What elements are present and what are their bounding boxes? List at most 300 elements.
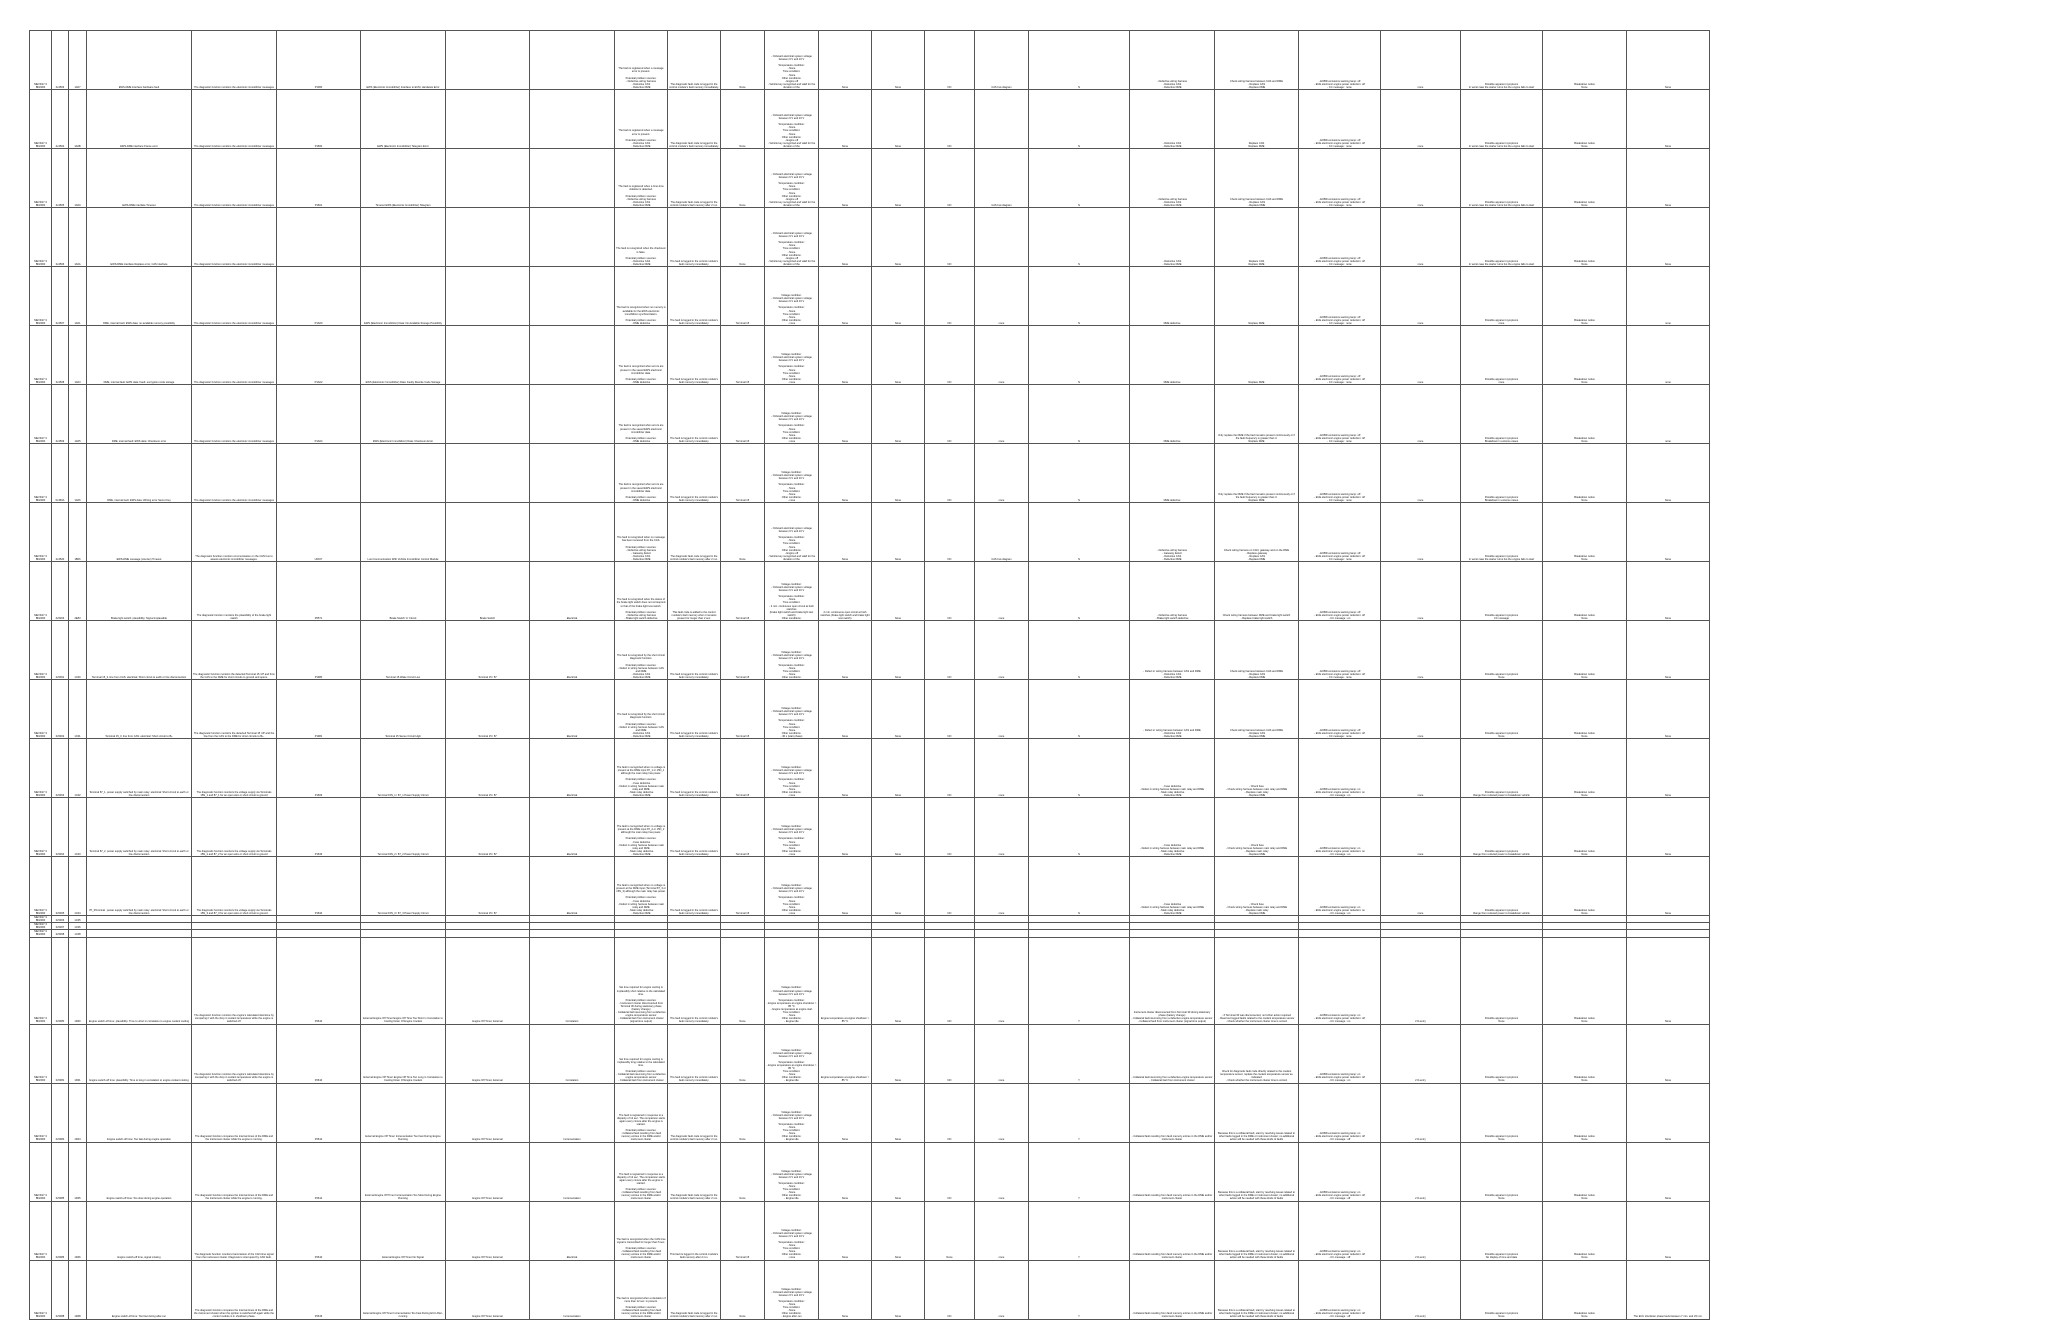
table-cell: N — [1029, 621, 1130, 680]
table-cell: P2610 — [277, 1024, 361, 1083]
table-cell: None — [721, 31, 765, 90]
table-cell: The diagnostic fault code is logged in the control module's fault memory immediately. — [668, 90, 721, 149]
table-cell: Breakdown notice None — [1543, 326, 1627, 385]
table-cell: None — [1627, 90, 1710, 149]
table-cell — [1543, 916, 1627, 923]
table-cell: The diagnostic function monitors the electronic immobilizer messages — [192, 385, 277, 444]
table-cell: MEVD17.3 BN2000 — [30, 1260, 52, 1319]
table-cell: 1C00 — [69, 621, 87, 680]
table-cell — [1461, 930, 1543, 937]
table-cell: None — [721, 503, 765, 562]
table-cell — [530, 31, 615, 90]
table-cell: - Fuse defective - Defect in wiring harness between main relay and DME - Main relay defective - Defective DME — [1130, 798, 1215, 857]
table-cell: Terminal 15 — [721, 326, 765, 385]
table-cell: Possible apparent symptoms In worst case the starter turns but the engine fails to start — [1461, 31, 1543, 90]
table-cell: 0x4520 — [52, 503, 69, 562]
table-cell: Voltage condition: - Onboard electrical system voltage between 9 V and 16 V Temperature condition: - None Time condition: - None Other conditions: - none — [765, 444, 819, 503]
table-cell: None — [721, 90, 765, 149]
table-cell: None — [819, 149, 872, 208]
table-cell: - Onboard electrical system voltage between 9 V and 16 V Temperature condition: - None Time condition: - None Other conditions: - Engine off - Vehicle key recognized and valid for the duration of the — [765, 503, 819, 562]
table-cell: Voltage condition: - Onboard electrical system voltage between 9 V and 16 V Temperature condition: - None Time condition: - None Other conditions: - Engine idle — [765, 1142, 819, 1201]
table-cell: MEVD17.3 BN2000 — [30, 267, 52, 326]
table-cell: None — [872, 621, 925, 680]
table-cell: None — [819, 385, 872, 444]
table-cell: None — [1627, 503, 1710, 562]
table-cell: None — [872, 208, 925, 267]
table-cell: P1981 — [277, 680, 361, 739]
table-row — [30, 1024, 1710, 1083]
table-cell: Because this is a collateral fault, start by resolving issues related to other faults logged in the DME or instrument cluster; no additional action will be needed with these kinds of faults — [1215, 1083, 1299, 1142]
table-cell: 0x5304 — [52, 798, 69, 857]
table-cell: 87_3Terminal : power supply switched by main relay: electrical: Short circuit to earth or line disconnection — [87, 857, 192, 916]
table-cell: MEVD17.3 BN2000 — [30, 916, 52, 923]
table-cell: Voltage condition: - Onboard electrical system voltage between 9 V and 16 V Temperature condition: - None Time condition: - None Other conditions: - none — [765, 1201, 819, 1260]
table-cell: NO — [925, 1024, 975, 1083]
table-cell: P2610 — [277, 937, 361, 1024]
table-cell: Electrical — [530, 562, 615, 621]
table-cell: None — [819, 1260, 872, 1319]
table-cell: Terminal 15 — [721, 444, 765, 503]
table-cell — [530, 385, 615, 444]
table-cell: 1A03 — [69, 326, 87, 385]
table-cell: 0x5380 — [52, 937, 69, 1024]
table-cell: N — [1029, 503, 1130, 562]
table-cell — [721, 916, 765, 923]
table-cell: - EOBD emissions warning lamp: off - ECE electronic engine power reduction: off - CC message : none — [1299, 680, 1381, 739]
table-cell: Engine Off Timer, External — [446, 1260, 530, 1319]
table-cell — [872, 930, 925, 937]
table-cell: The diagnostic function compares the internal times of the DME and the instrument cluster when the ignition is switched off again while the control module is in shutdown phase. — [192, 1260, 277, 1319]
table-cell: None — [1627, 562, 1710, 621]
table-cell: Terminal 15N_2 / 87_2 Power Supply Circuit — [361, 798, 446, 857]
table-cell — [1461, 916, 1543, 923]
table-cell: NO — [925, 326, 975, 385]
table-cell: Breakdown notice None — [1543, 1260, 1627, 1319]
table-cell: External Engine Off Timer Incrementation Too Fast During Engine Running — [361, 1083, 446, 1142]
table-cell: Electrical — [530, 680, 615, 739]
table-cell: 2 D-entry — [1381, 1083, 1461, 1142]
table-cell: The fault is recognized when the CAN time signal is transmitted for longer than 5 sec. Potential problem sources: - Collateral fault resulting from fault memory entries in the DME and/or instrument cluster — [615, 1201, 668, 1260]
table-cell: NO — [925, 562, 975, 621]
table-cell: NO — [925, 267, 975, 326]
table-row — [30, 937, 1710, 1024]
table-cell: N — [1029, 798, 1130, 857]
table-cell: The fault is recognized when a deviation of more than 12 sec. is present. Potential problem sources: - Collateral fault resulting from fault memory entries in the DME and/or instrument cluster — [615, 1260, 668, 1319]
table-cell: The diagnostic function monitors the electronic immobilizer messages — [192, 267, 277, 326]
table-cell: Engine temperature at engine shutdown > 85 °C — [819, 1024, 872, 1083]
table-cell: Possible apparent symptoms None — [1461, 680, 1543, 739]
spreadsheet — [29, 30, 1703, 1320]
table-cell: - EOBD emissions warning lamp: on - ECE electronic engine power reduction: on - CC message : on — [1299, 857, 1381, 916]
table-cell: Possible apparent symptoms None — [1461, 937, 1543, 1024]
table-cell: Terminal 15 / 87 — [446, 680, 530, 739]
table-row — [30, 208, 1710, 267]
table-cell: - Collateral fault stemming from a defective engine temperature sensor - Collateral fault from instrument cluster — [1130, 1024, 1215, 1083]
table-row — [30, 923, 1710, 930]
table-row — [30, 503, 1710, 562]
table-cell: none — [975, 562, 1029, 621]
table-cell — [446, 503, 530, 562]
table-cell: Electrical — [530, 621, 615, 680]
table-cell: - Defective CAS - Defective DME — [1130, 90, 1215, 149]
table-cell: none — [975, 937, 1029, 1024]
table-cell — [446, 149, 530, 208]
table-cell: None — [819, 621, 872, 680]
table-cell: EWS (Electronic Immobilizer) Data: Checksum Error — [361, 385, 446, 444]
table-cell: none — [975, 1201, 1029, 1260]
table-cell: Breakdown notice None — [1543, 621, 1627, 680]
table-cell: EWS-DME interface Timeout — [87, 149, 192, 208]
table-cell: 0x5388 — [52, 1260, 69, 1319]
table-cell: Terminal 15 — [721, 385, 765, 444]
table-cell: None — [819, 267, 872, 326]
table-row — [30, 149, 1710, 208]
table-cell: 1D08 — [69, 1260, 87, 1319]
table-cell: EWS (Electronic Immobilizer) Data: Faulty Rewrite Code Storage — [361, 326, 446, 385]
table-cell: none — [1381, 444, 1461, 503]
table-cell: Y — [1029, 1024, 1130, 1083]
table-cell: The diagnostic function monitors the plausibility of the brake light switch — [192, 562, 277, 621]
table-cell: The diagnostic function monitors the engine's calculated downtime by comparing it with the drop in coolant temperature while the engine is switched off. — [192, 1024, 277, 1083]
table-cell: DME defective — [1130, 385, 1215, 444]
table-cell: None — [1627, 739, 1710, 798]
table-cell — [1029, 923, 1130, 930]
table-cell: None — [1627, 31, 1710, 90]
table-cell: - Fuse defective - Defect in wiring harness between main relay and DME - Main relay defective - Defective DME — [1130, 739, 1215, 798]
table-cell: None — [819, 857, 872, 916]
table-cell: N — [1029, 739, 1130, 798]
table-cell: Possible apparent symptoms Range from reduced power to breakdown vehicle — [1461, 739, 1543, 798]
table-cell: 2 D-entry — [1381, 937, 1461, 1024]
table-cell: The fault is logged in the control module's fault memory immediately. — [668, 680, 721, 739]
table-cell: Voltage condition: - Onboard electrical system voltage between 9 V and 16 V Temperature condition: - None Time condition: - None Other conditions: - none — [765, 326, 819, 385]
table-cell — [1130, 916, 1215, 923]
table-cell: The fault is recognized when the checksum is false. Potential problem sources: - Defective CAS - Defective DME — [615, 208, 668, 267]
table-cell: None — [819, 798, 872, 857]
table-cell — [1627, 923, 1710, 930]
table-cell: 1C05 — [69, 916, 87, 923]
table-cell: - Defective CAS - Defective DME — [1130, 208, 1215, 267]
table-cell: The diagnostic function monitors the voltage supply via Terminals 15N_2 and 87_2 for an open wire or short circuit to ground — [192, 798, 277, 857]
table-cell — [530, 444, 615, 503]
table-cell: 0x5308 — [52, 930, 69, 937]
table-cell: The fault is logged in the control module's fault memory immediately. — [668, 798, 721, 857]
table-cell — [975, 90, 1029, 149]
table-cell: Terminal 15_3, line from CAS: electrical: Short circuit to earth or line disconnection — [87, 621, 192, 680]
table-cell: none — [975, 1024, 1029, 1083]
table-cell: 1C08 — [69, 930, 87, 937]
table-cell: The fault is registered in response to a disparity of 12 sec. The comparison starts again every minute after the engine is started. Potential problem sources: - Collateral fault resulting from fault memory entries in the DME and/or instrument cluster — [615, 1142, 668, 1201]
table-cell: - Onboard electrical system voltage between 9 V and 16 V Temperature condition: - None Time condition: - None Other conditions: - Engine off - Vehicle key recognized and valid for the duration of the — [765, 149, 819, 208]
table-cell: Only replace the DME if the fault remains present continuously or if the fault frequency is greater than 3. Replace DME — [1215, 444, 1299, 503]
table-cell: Check wiring harness between CAS and DME - Replace CAS - Replace DME — [1215, 680, 1299, 739]
table-cell: None — [872, 1083, 925, 1142]
table-cell — [925, 923, 975, 930]
table-cell: Replace DME — [1215, 326, 1299, 385]
table-cell: 1A0B — [69, 90, 87, 149]
table-cell — [530, 90, 615, 149]
table-cell: NO — [925, 1260, 975, 1319]
table-cell: Electrical — [530, 739, 615, 798]
table-cell: 0x5385 — [52, 1142, 69, 1201]
table-cell: MEVD17.3 BN2000 — [30, 680, 52, 739]
table-cell: The fault is recognized when no voltage is present at the DME input 87_2 or 15N_2 although the main relay has power. Potential problem sources: - Fuse defective - Defect in wiring harness between main relay and DME - Main relay defective - Defective DME — [615, 798, 668, 857]
table-cell — [1215, 930, 1299, 937]
table-cell: Engine switch-off time: Too fast during after-run — [87, 1260, 192, 1319]
table-cell: Breakdown notice None — [1543, 90, 1627, 149]
fault-code-table — [29, 30, 1710, 1320]
table-cell — [87, 923, 192, 930]
table-cell — [819, 930, 872, 937]
table-cell: 2 D-entry — [1381, 1024, 1461, 1083]
table-row — [30, 31, 1710, 90]
table-cell: MEVD17.3 BN2000 — [30, 385, 52, 444]
table-cell: The fault is logged in the control module's fault memory immediately. — [668, 937, 721, 1024]
table-cell: - EOBD emissions warning lamp: on - ECE electronic engine power reduction: off - CC message : off — [1299, 1201, 1381, 1260]
table-cell: P1634 — [277, 857, 361, 916]
table-cell: DME, internal fault: EWS data: no available memory possibility — [87, 267, 192, 326]
table-cell: Engine temperature at engine shutdown > 85 °C — [819, 937, 872, 1024]
table-cell: MEVD17.3 BN2000 — [30, 90, 52, 149]
table-row — [30, 621, 1710, 680]
table-cell: none — [1381, 562, 1461, 621]
table-cell — [1299, 923, 1381, 930]
table-cell — [1130, 930, 1215, 937]
table-cell — [615, 923, 668, 930]
table-cell: P2614 — [277, 1142, 361, 1201]
table-cell: none — [1381, 621, 1461, 680]
table-cell: MEVD17.3 BN2000 — [30, 149, 52, 208]
table-cell: MEVD17.3 BN2000 — [30, 326, 52, 385]
table-cell: MEVD17.3 BN2000 — [30, 562, 52, 621]
table-cell: NO — [925, 385, 975, 444]
table-cell: Terminal 15 — [721, 798, 765, 857]
table-cell: Electrical — [530, 1201, 615, 1260]
table-cell: Breakdown notice None — [1543, 937, 1627, 1024]
table-cell — [668, 930, 721, 937]
table-cell — [1299, 930, 1381, 937]
table-cell: N — [1029, 562, 1130, 621]
table-cell: - If Terminal 30 was disconnected, no further action required - Read out logged faults related to the coolant temperature sensor - Check whether the instrument cluster time is correct — [1215, 937, 1299, 1024]
table-cell: Terminal 87_2, power supply switched by main relay: electrical: Short circuit to earth or line disconnection — [87, 798, 192, 857]
table-row — [30, 680, 1710, 739]
table-cell: MEVD17.3 BN2000 — [30, 1201, 52, 1260]
table-cell: MEVD17.3 BN2000 — [30, 621, 52, 680]
table-cell: 2 D-entry — [1381, 1201, 1461, 1260]
table-cell: The diagnostic function compares the internal times of the DME and the instrument cluster while the engine is running. — [192, 1083, 277, 1142]
table-cell: Brake Switch — [446, 562, 530, 621]
table-cell: EWS-DME interface Frame error — [87, 90, 192, 149]
table-cell: Possible apparent symptoms In worst case the starter turns but the engine fails to start — [1461, 503, 1543, 562]
table-cell: None — [819, 326, 872, 385]
table-cell: None — [721, 1083, 765, 1142]
table-cell: none — [1381, 31, 1461, 90]
table-cell: None — [872, 680, 925, 739]
table-cell: EWS (Electronic Immobilizer) Telegram Error — [361, 90, 446, 149]
table-cell: None — [819, 208, 872, 267]
table-cell: Because this is a collateral fault, start by resolving issues related to other faults logged in the DME or instrument cluster; no additional action will be needed with these kinds of faults — [1215, 1260, 1299, 1319]
table-row — [30, 1083, 1710, 1142]
table-cell — [1543, 923, 1627, 930]
table-cell: Incrementation — [530, 1142, 615, 1201]
table-cell: The fault is logged in the control module's fault memory immediately. — [668, 444, 721, 503]
table-cell: - Check fuse - Check wiring harness between main relay and DME - Replace main relay - Replace DME — [1215, 798, 1299, 857]
table-cell: Y — [1029, 1083, 1130, 1142]
table-cell — [530, 326, 615, 385]
table-cell: Possible apparent symptoms None — [1461, 1024, 1543, 1083]
table-cell: - Defective wiring harness - Defective CAS - Defective DME — [1130, 149, 1215, 208]
table-cell — [668, 923, 721, 930]
table-cell: Incrementation — [530, 1083, 615, 1142]
table-cell: MEVD17.3 BN2000 — [30, 1024, 52, 1083]
table-cell: Breakdown notice None — [1543, 680, 1627, 739]
table-cell: The diagnostic function monitors the electronic immobilizer messages — [192, 444, 277, 503]
table-cell: 0x4503 — [52, 31, 69, 90]
table-cell — [1381, 916, 1461, 923]
table-cell: Check wiring harness between CAS and DME - Replace CAS - Replace DME — [1215, 149, 1299, 208]
table-cell: The fault is recognized when errors are present in the saved EWS electronic immobilizer data. Potential problem sources: - DME defective — [615, 444, 668, 503]
table-cell: none — [975, 680, 1029, 739]
table-cell: - EOBD emissions warning lamp: on - ECE electronic engine power reduction: on - CC message : on — [1299, 739, 1381, 798]
table-row — [30, 857, 1710, 916]
table-cell: - Check fuse - Check wiring harness between main relay and DME - Replace main relay - Replace DME — [1215, 857, 1299, 916]
table-cell: The fault is recognized when no memory is available for the EWS electronic immobilizer synchronization. Potential problem sources: - DME defective — [615, 267, 668, 326]
table-cell: P1A00 — [277, 267, 361, 326]
table-cell: None — [819, 739, 872, 798]
table-cell: - EOBD emissions warning lamp: on - ECE electronic engine power reduction: off - CC message : off — [1299, 1083, 1381, 1142]
table-cell: External Engine Off Timer Incrementation Too Fast During ECU After-running — [361, 1260, 446, 1319]
table-cell: Check wiring harness on CAN, gateway and on the DME - Replace gateway - Replace CAS - Replace DME — [1215, 503, 1299, 562]
table-cell: 0x5386 — [52, 1201, 69, 1260]
table-cell — [446, 930, 530, 937]
table-cell: Timeout EWS (Electronic Immobilizer) Telegram — [361, 149, 446, 208]
table-cell: None — [872, 937, 925, 1024]
table-cell: None — [925, 1201, 975, 1260]
table-cell: Because this is a collateral fault, start by resolving issues related to other faults logged in the DME or instrument cluster; no additional action will be needed with these kinds of faults — [1215, 1201, 1299, 1260]
table-cell: Terminal 15 — [721, 562, 765, 621]
table-cell: Breakdown notice None — [1543, 857, 1627, 916]
table-cell — [872, 916, 925, 923]
table-cell: 0x4508 — [52, 326, 69, 385]
table-cell: None — [721, 937, 765, 1024]
table-cell: None — [1627, 621, 1710, 680]
table-cell: Terminal 15N_1 / 87_1 Power Supply Circuit — [361, 739, 446, 798]
table-cell: EWS-DME message (counter) Timeout — [87, 503, 192, 562]
table-cell: MEVD17.3 BN2000 — [30, 923, 52, 930]
table-cell: 1D05 — [69, 1142, 87, 1201]
table-cell: 1A09 — [69, 149, 87, 208]
table-cell: The fault is logged in the control module's fault memory immediately. — [668, 208, 721, 267]
table-cell: Voltage condition: - Onboard electrical system voltage between 9 V and 16 V Temperature condition: - Engine temperature at engine shutdown > 85 °C - Engine temperature at engine start Time condition: - None Other conditions: - Engine idle — [765, 937, 819, 1024]
table-cell: EWS (Electronic Immobilizer) Data: No Available Storage Possibility — [361, 267, 446, 326]
table-cell: - EOBD emissions warning lamp: off - ECE electronic engine power reduction: off - CC message : on — [1299, 562, 1381, 621]
table-cell: Possible apparent symptoms In worst case the starter turns but the engine fails to start — [1461, 149, 1543, 208]
table-cell — [530, 267, 615, 326]
table-cell: None — [1627, 1024, 1710, 1083]
table-cell: The fault is recognized by the short circuit diagnostic function. Potential problem sources: - Defect in wiring harness between CAS and DME - Defective CAS - Defective DME — [615, 680, 668, 739]
table-cell: P1060 — [277, 31, 361, 90]
table-cell: Breakdown notice None — [1543, 149, 1627, 208]
table-cell: Y — [1029, 1201, 1130, 1260]
table-cell: The fault is recognized when no voltage is present at the DME input (Terminal 87_3 or 15N_3) although the main relay has power. Potential problem sources: - Fuse defective - Defect in wiring harness between main relay and DME - Main relay defective - Defective DME — [615, 857, 668, 916]
table-row — [30, 90, 1710, 149]
table-cell: Terminal 15 — [721, 857, 765, 916]
table-cell: - Check fuse - Check wiring harness between main relay and DME - Replace main relay - Replace DME — [1215, 739, 1299, 798]
table-cell: Voltage condition: - Onboard electrical system voltage between 9 V and 16 V Temperature condition: - None Time condition: - None Other conditions: - none — [765, 385, 819, 444]
table-cell: - Onboard electrical system voltage between 9 V and 16 V Temperature condition: - None Time condition: - None Other conditions: - Engine off - Vehicle key recognized and valid for the duration of the — [765, 208, 819, 267]
table-cell: Terminal 15 / 87 — [446, 798, 530, 857]
table-cell: Breakdown notice None — [1543, 739, 1627, 798]
table-cell — [975, 208, 1029, 267]
table-cell: - Collateral fault resulting from fault memory entries in the DME and/or instrument cluster — [1130, 1083, 1215, 1142]
table-cell: The fault is registered in response to a disparity of 12 sec. The comparison starts again every minute after the engine is started. Potential problem sources: - Collateral fault resulting from fault memory entries in the DME and/or instrument cluster — [615, 1083, 668, 1142]
table-cell — [1029, 916, 1130, 923]
table-cell — [1543, 930, 1627, 937]
table-cell: 1A01 — [69, 267, 87, 326]
table-cell: 0x5306 — [52, 916, 69, 923]
table-cell: Possible apparent symptoms None — [1461, 621, 1543, 680]
table-cell: The diagnostic function monitors transmission of the CAN time signal from the instrument cluster. Diagnosis is interrupted by CAN fault. — [192, 1201, 277, 1260]
table-cell: N — [1029, 680, 1130, 739]
table-cell: None — [872, 798, 925, 857]
table-cell: 1C03 — [69, 798, 87, 857]
table-cell: Check wiring harness between CAS and DME - Replace CAS - Replace DME — [1215, 31, 1299, 90]
table-cell: Y — [1029, 937, 1130, 1024]
table-cell: 0x5384 — [52, 1083, 69, 1142]
table-cell: None — [819, 31, 872, 90]
table-cell: The diagnostic fault code is logged in the control module's fault memory after 2 run. — [668, 1083, 721, 1142]
table-cell — [446, 208, 530, 267]
table-cell: Brake Switch 'A' Circuit — [361, 562, 446, 621]
table-cell: Engine Off Timer, External — [446, 937, 530, 1024]
table-cell: Possible apparent symptoms None — [1461, 1142, 1543, 1201]
table-cell: Breakdown notice None — [1543, 31, 1627, 90]
table-cell: - Collateral fault resulting from fault memory entries in the DME and/or instrument cluster — [1130, 1142, 1215, 1201]
table-cell: External Engine Off Timer Engine Off Time Too Long in Correlation to Cooling Down Of Engine Coolant — [361, 1024, 446, 1083]
table-cell: 0x4507 — [52, 267, 69, 326]
table-cell: MEVD17.3 BN2000 — [30, 31, 52, 90]
table-cell: P0571 — [277, 562, 361, 621]
table-cell: The fault is recognized when no message has been received from the CAS. Potential problem sources: - Defective wiring harness - Gateway defect - Defective CAS - Defective DME — [615, 503, 668, 562]
table-cell: none — [1381, 680, 1461, 739]
table-cell: The diagnostic function monitors the voltage supply via Terminals 15N_3 and 87_3 for an open wire or short circuit to ground — [192, 857, 277, 916]
table-cell: Terminal 15 Wake Circuit Low — [361, 621, 446, 680]
table-cell: Possible apparent symptoms In worst case the starter turns but the engine fails to start — [1461, 90, 1543, 149]
table-cell: CAS bus diagram — [975, 503, 1029, 562]
table-cell: 1D00 — [69, 937, 87, 1024]
table-cell: 0x4506 — [52, 208, 69, 267]
table-cell: NO — [925, 503, 975, 562]
table-cell: none — [1381, 385, 1461, 444]
table-cell: 0x5203 — [52, 562, 69, 621]
table-cell: Possible apparent symptoms Breakdown in extreme cases — [1461, 444, 1543, 503]
table-cell: None — [819, 90, 872, 149]
table-cell: DME, internal fault: EWS data: Checksum error — [87, 385, 192, 444]
table-cell: none — [1381, 326, 1461, 385]
table-cell — [1299, 916, 1381, 923]
table-cell: none — [975, 857, 1029, 916]
table-cell: none — [1381, 208, 1461, 267]
table-cell: DME defective — [1130, 444, 1215, 503]
table-row — [30, 385, 1710, 444]
table-cell: Breakdown notice None — [1543, 444, 1627, 503]
table-cell: None — [872, 267, 925, 326]
table-cell: P1660 — [277, 90, 361, 149]
table-cell — [446, 326, 530, 385]
table-cell: NO — [925, 680, 975, 739]
table-cell: None — [819, 444, 872, 503]
table-cell: 2E83 — [69, 562, 87, 621]
